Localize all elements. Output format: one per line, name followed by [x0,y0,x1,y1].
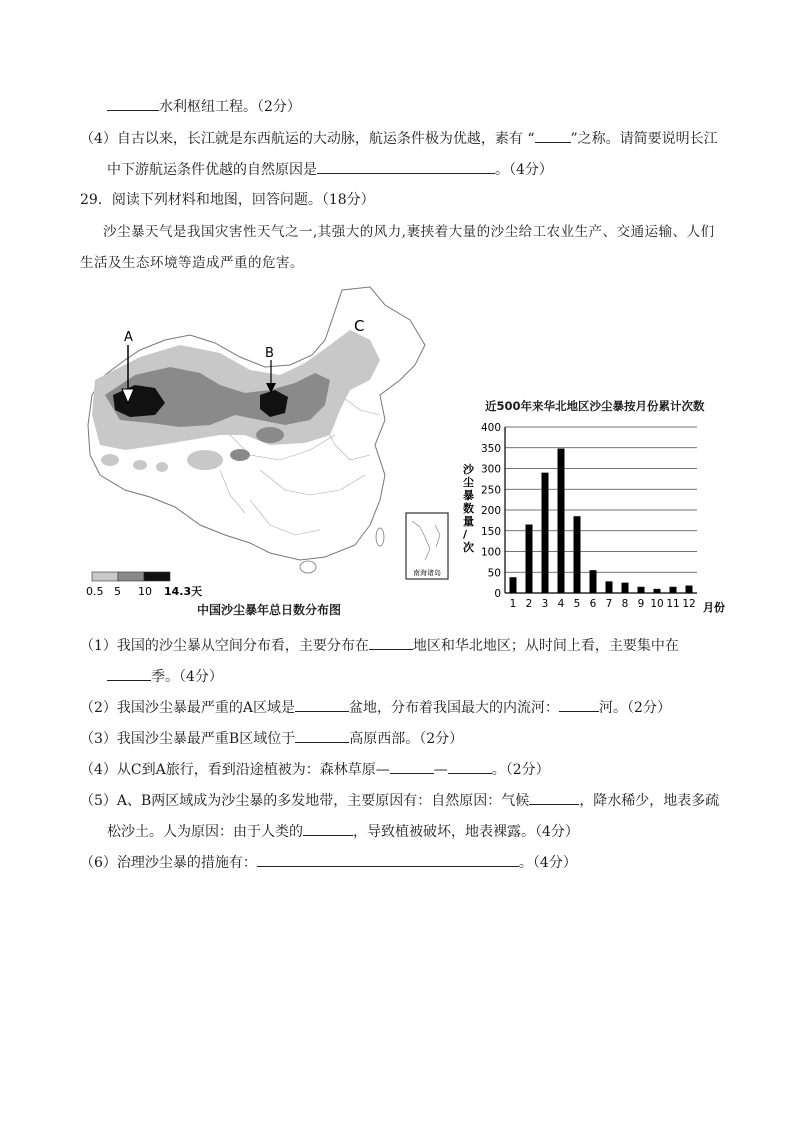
q29-1-b: 地区和华北地区；从时间上看，主要集中在 [412,638,679,654]
chart-xtick-label: 10 [650,598,664,610]
q29-2-a: （2）我国沙尘暴最严重的A区域是 [80,700,296,716]
q28-line1-text: 水利枢纽工程。（2分） [159,99,301,115]
q28-sub4-mid: ”之称。请简要说明长江 [570,131,718,147]
answer-blank[interactable] [369,635,413,650]
chart-bar [686,586,693,593]
chart-bar [542,473,549,593]
q28-sub4-line1 [80,128,718,149]
answer-blank[interactable] [107,96,159,111]
chart-ytick-label: 100 [480,546,501,559]
legend-label-0: 0.5 [86,585,104,598]
q29-title: 29．阅读下列材料和地图，回答问题。（18分） [80,192,375,208]
chart-bar [654,589,661,593]
chart-ytick-label: 50 [487,567,501,580]
chart-ytick-label: 150 [480,525,501,538]
chart-xtick-label: 12 [682,598,696,610]
chart-bar [526,525,533,593]
chart-bar [670,587,677,593]
q29-3 [80,728,463,749]
q28-sub4-prefix: （4）自古以来，长江就是东西航运的大动脉，航运条件极为优越，素有 “ [80,131,535,147]
answer-blank[interactable] [559,697,599,712]
answer-blank[interactable] [257,852,519,867]
q29-1-c: 季。（4分） [151,669,223,685]
q29-6-b: 。（4分） [518,855,577,871]
chart-bar [510,577,517,593]
q29-material-line1: 沙尘暴天气是我国灾害性天气之一,其强大的风力,裹挟着大量的沙尘给工农业生产、交通运输、人们 [103,224,715,240]
legend-swatch-medium [118,572,144,581]
q29-2 [80,697,671,718]
chart-xtick-label: 2 [525,598,533,610]
chart-xtick-label: 4 [557,598,565,610]
legend-swatch-heavy [144,572,170,581]
chart-xtick-label: 5 [573,598,581,610]
answer-blank[interactable] [295,728,349,743]
chart-bar [574,516,581,593]
answer-blank[interactable] [390,759,434,774]
chart-bar [622,583,629,593]
china-dust-storm-map [80,285,450,620]
q29-2-c: 河。（2分） [599,700,671,716]
q28-line1 [107,96,301,117]
answer-blank[interactable] [295,697,349,712]
label-c: C [354,317,365,335]
chart-xtick-label: 3 [541,598,549,610]
answer-blank[interactable] [107,666,151,681]
q29-4-c: 。（2分） [491,762,550,778]
q29-5-d: ，导致植被破坏，地表裸露。（4分） [353,824,579,840]
q29-1-line2 [107,666,223,687]
chart-ytick-label: 350 [480,442,501,455]
chart-bar [638,587,645,593]
chart-xtick-label: 7 [605,598,613,610]
chart-xtick-label: 1 [509,598,517,610]
q28-sub4-score: 。（4分） [495,162,553,178]
q29-4-a: （4）从C到A旅行，看到沿途植被为：森林草原— [80,762,390,778]
chart-title: 近500年来华北地区沙尘暴按月份累计次数 [485,399,705,413]
map-caption: 中国沙尘暴年总日数分布图 [197,603,342,617]
legend-label-2: 10 [138,585,152,598]
chart-ytick-label: 200 [480,505,501,517]
q29-2-b: 盆地，分布着我国最大的内流河： [349,700,560,716]
chart-bar [590,570,597,593]
chart-ytick-label: 0 [494,588,501,600]
q29-5-line1 [80,790,719,811]
answer-blank[interactable] [303,821,353,836]
legend-label-3: 14.3天 [164,585,203,598]
legend-label-1: 5 [114,585,121,598]
q29-material-line2: 生活及生态环境等造成严重的危害。 [80,255,304,271]
q29-5-c: 松沙土。人为原因：由于人类的 [107,824,303,840]
chart-xtick-label: 6 [589,598,597,610]
chart-ytick-label: 400 [480,422,501,434]
answer-blank[interactable] [448,759,492,774]
q29-4 [80,759,550,780]
chart-xlabel: 月份 [703,601,725,614]
q29-1-a: （1）我国的沙尘暴从空间分布看，主要分布在 [80,638,369,654]
q29-5-line2 [107,821,579,842]
q29-3-a: （3）我国沙尘暴最严重B区域位于 [80,731,296,747]
q29-5-a: （5）A、B两区域成为沙尘暴的多发地带，主要原因有：自然原因：气候 [80,793,530,809]
q29-3-b: 高原西部。（2分） [349,731,464,747]
q29-6 [80,852,577,873]
dust-storm-bar-chart [455,415,735,645]
q28-sub4-line2 [107,159,553,180]
answer-blank[interactable] [317,159,495,174]
q29-4-b: — [433,762,448,778]
q29-1-line1 [80,635,679,656]
q29-5-b: ，降水稀少，地表多疏 [579,793,720,809]
chart-xtick-label: 9 [637,598,645,610]
chart-bar [558,449,565,593]
chart-ytick-label: 300 [480,463,501,476]
chart-ylabel: 沙尘暴数量/次 [463,463,474,554]
answer-blank[interactable] [535,128,571,143]
inset-label: 南海诸岛 [413,569,441,577]
answer-blank[interactable] [529,790,579,805]
label-b: B [265,346,274,361]
label-a: A [124,330,133,345]
legend-swatch-light [92,572,118,581]
chart-xtick-label: 11 [666,598,680,610]
q28-sub4-line2-text: 中下游航运条件优越的自然原因是 [107,162,317,178]
chart-bar [606,581,613,593]
q29-6-a: （6）治理沙尘暴的措施有： [80,855,257,871]
chart-ytick-label: 250 [480,484,501,497]
chart-xtick-label: 8 [621,598,629,610]
